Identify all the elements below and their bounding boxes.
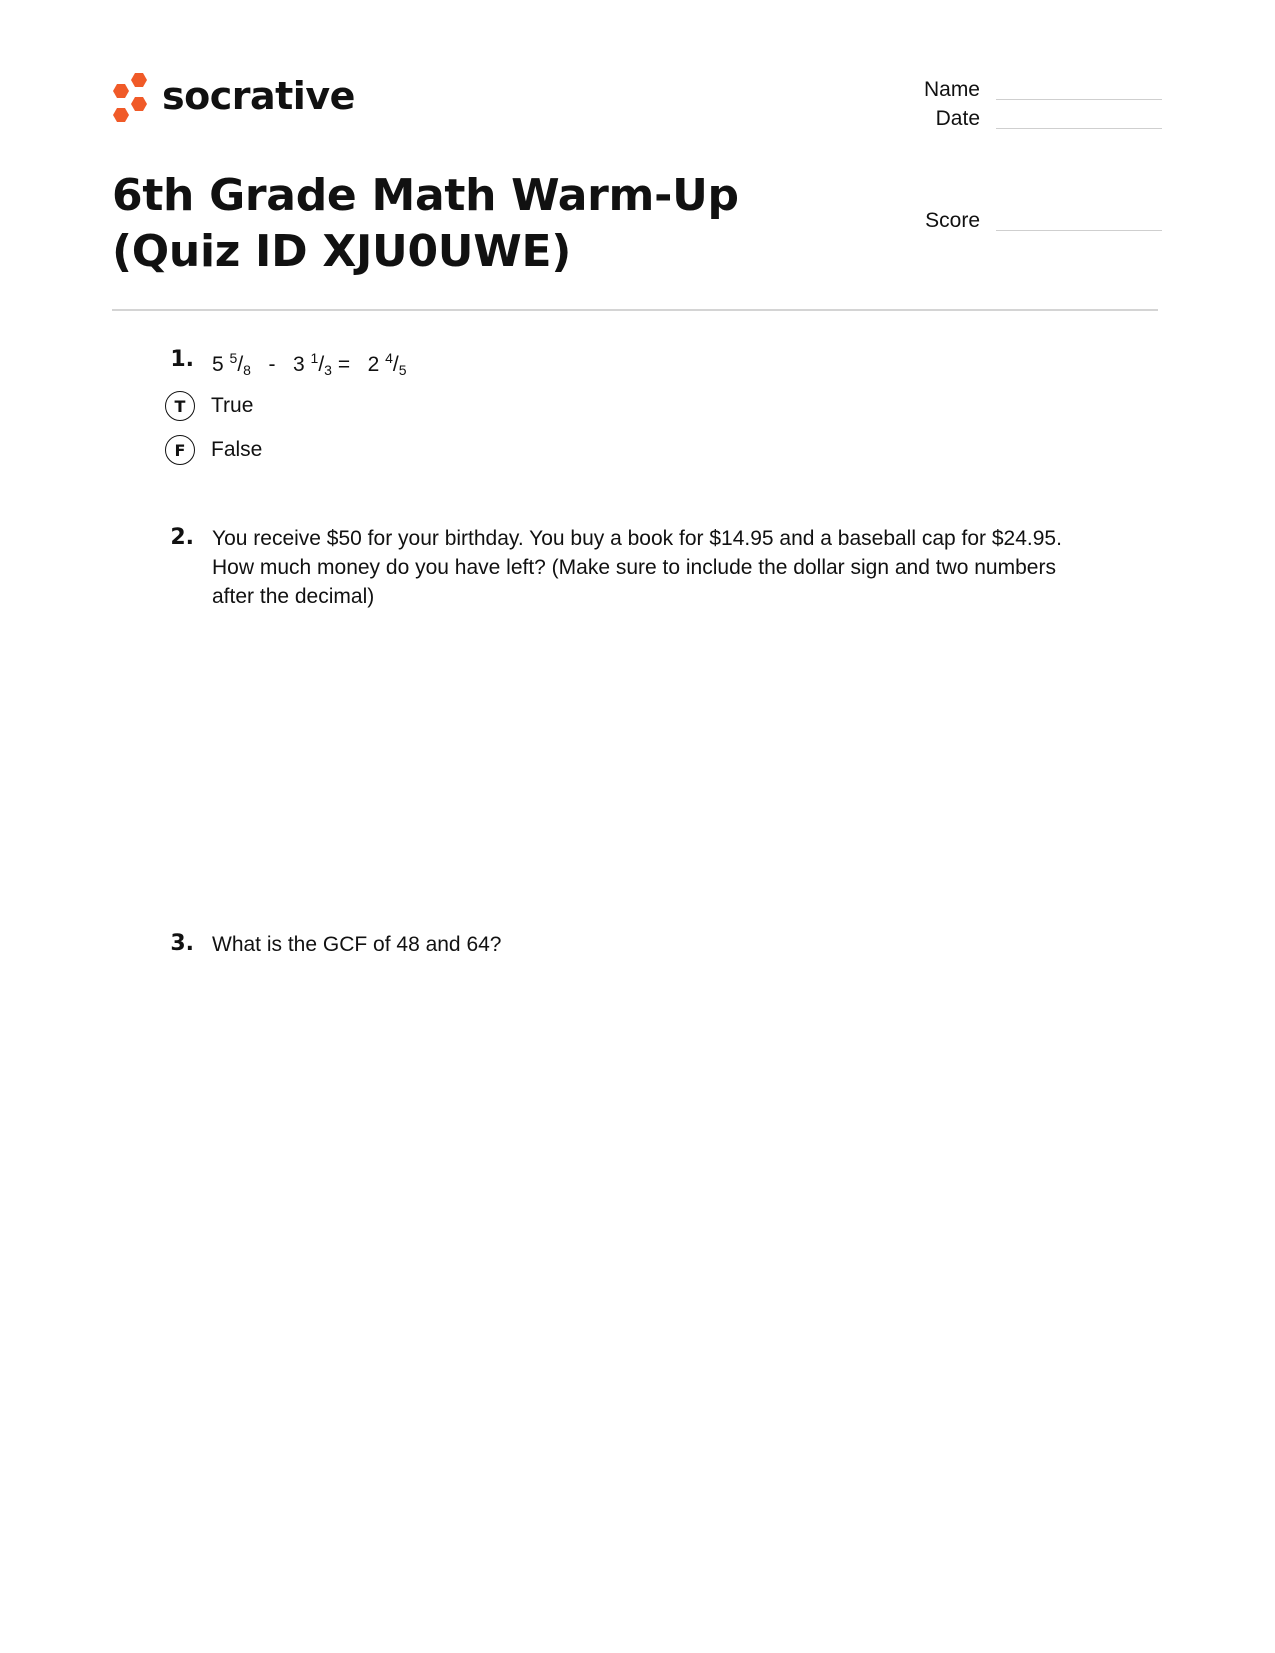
date-line[interactable] xyxy=(996,128,1162,129)
term2-whole: 3 xyxy=(293,353,305,376)
question-text-line: You receive $50 for your birthday. You buy a book for $14.95 and a baseball cap for $24.95. xyxy=(212,527,1062,550)
answer-bubble-f[interactable]: F xyxy=(165,435,195,465)
answer-area[interactable] xyxy=(212,975,1152,1375)
header-divider xyxy=(112,309,1158,311)
question-text-line: How much money do you have left? (Make sure to include the dollar sign and two numbers xyxy=(212,556,1056,579)
result-denominator: 5 xyxy=(398,362,407,378)
option-label: False xyxy=(211,438,263,461)
term1-denominator: 8 xyxy=(243,362,251,378)
name-line[interactable] xyxy=(996,99,1162,100)
question-expression: 5 $^5/_8$ - 3 $^1/_3$ = 2 $^4/_5$ xyxy=(212,350,407,378)
term1-whole: 5 xyxy=(212,353,224,376)
name-label: Name xyxy=(923,78,980,101)
question-text: What is the GCF of 48 and 64? xyxy=(212,933,502,956)
result-whole: 2 xyxy=(367,353,380,376)
socrative-logo xyxy=(112,72,355,124)
question-number: 3. xyxy=(170,931,194,956)
term2-numerator: 1 xyxy=(310,350,319,366)
term1-numerator: 5 xyxy=(229,350,238,366)
date-label: Date xyxy=(935,107,980,130)
quiz-title: 6th Grade Math Warm-Up (Quiz ID XJU0UWE) xyxy=(112,170,739,277)
question-number: 1. xyxy=(170,347,194,372)
answer-bubble-t[interactable]: T xyxy=(165,391,195,421)
term2-denominator: 3 xyxy=(324,362,332,378)
brand-name: socrative xyxy=(162,74,355,118)
option-true[interactable] xyxy=(165,389,253,423)
hexagon-cluster-icon xyxy=(112,72,150,124)
score-line[interactable] xyxy=(996,230,1162,231)
operator: - xyxy=(268,353,276,376)
result-numerator: 4 xyxy=(385,350,393,366)
option-false[interactable] xyxy=(165,433,262,467)
question-number: 2. xyxy=(170,525,194,550)
question-text-line: after the decimal) xyxy=(212,585,375,608)
question-text xyxy=(212,524,1172,611)
equals-sign: = xyxy=(337,353,351,376)
option-label: True xyxy=(211,394,254,417)
answer-area[interactable] xyxy=(212,620,1152,920)
score-label: Score xyxy=(925,209,980,232)
